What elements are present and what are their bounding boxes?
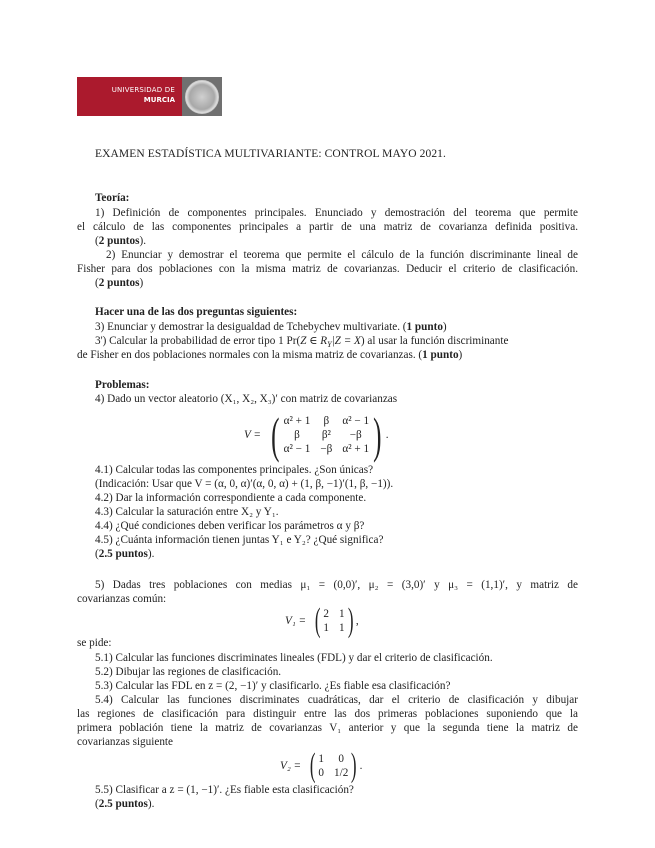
p5-line1: 5) Dadas tres poblaciones con medias μ₁ = (0,0)′, μ₂ = (3,0)′ y μ₃ = (1,1)′, y matriz de bbox=[95, 579, 578, 591]
q1-line2: el cálculo de las componentes principales a partir de una matriz de covarianza definida positiva. bbox=[77, 221, 578, 233]
logo-line2: MURCIA bbox=[143, 96, 175, 104]
p5-item-4-line2: las regiones de clasificación para distinguir entre las dos primeras poblaciones suponiendo que la bbox=[77, 708, 578, 720]
p4-hint: (Indicación: Usar que V = (α, 0, α)′(α, 0, α) + (1, β, −1)′(1, β, −1)). bbox=[95, 478, 394, 490]
p4-item-3: 4.3) Calcular la saturación entre X₂ y Y₁. bbox=[95, 506, 279, 518]
q1-points: (2 puntos). bbox=[95, 235, 146, 247]
p5-item-3: 5.3) Calcular las FDL en z = (2, −1)′ y clasificarlo. ¿Es fiable esa clasificación? bbox=[95, 680, 451, 692]
p5-item-2: 5.2) Dibujar las regiones de clasificación. bbox=[95, 666, 282, 678]
matrix-v: V = ( α² + 1 β α² − 1 β β² −β α² − 1 −β α² + 1 ) . bbox=[244, 407, 389, 463]
p5-points: (2.5 puntos). bbox=[95, 798, 155, 810]
p4-intro: 4) Dado un vector aleatorio (X₁, X₂, X₃)′ con matriz de covarianzas bbox=[95, 393, 398, 405]
exam-title: EXAMEN ESTADÍSTICA MULTIVARIANTE: CONTROL MAYO 2021. bbox=[95, 148, 446, 160]
p5-item-4-line1: 5.4) Calcular las funciones discriminates cuadráticas, dar el criterio de clasificación y dibujar bbox=[95, 694, 578, 706]
heading-problemas: Problemas: bbox=[95, 379, 150, 391]
matrix-v1: V₁ = ( 2 1 1 1 ) , bbox=[285, 602, 359, 639]
matrix-v2: V₂ = ( 1 0 0 1/2 ) . bbox=[280, 747, 363, 784]
p4-item-1: 4.1) Calcular todas las componentes principales. ¿Son únicas? bbox=[95, 464, 374, 476]
p4-item-4: 4.4) ¿Qué condiciones deben verificar los parámetros α y β? bbox=[95, 520, 365, 532]
p4-item-2: 4.2) Dar la información correspondiente a cada componente. bbox=[95, 492, 367, 504]
p5-item-1: 5.1) Calcular las funciones discriminates lineales (FDL) y dar el criterio de clasificación. bbox=[95, 652, 493, 664]
logo-line1: UNIVERSIDAD DE bbox=[111, 86, 175, 94]
q3-text: 3) Enunciar y demostrar la desigualdad de Tchebychev multivariate. (1 punto) bbox=[95, 321, 447, 333]
p5-item-4-line4: covarianzas siguiente bbox=[77, 736, 173, 748]
matrix-v2-label: V₂ = bbox=[280, 760, 302, 772]
q2-line2: Fisher para dos poblaciones con la misma matriz de covarianzas. Deducir el criterio de clasificación. bbox=[77, 263, 578, 275]
p5-se-pide: se pide: bbox=[77, 637, 112, 649]
matrix-v-label: V = bbox=[244, 429, 261, 441]
q2-points: (2 puntos) bbox=[95, 277, 144, 289]
university-seal-icon bbox=[185, 80, 219, 114]
q2-line1: 2) Enunciar y demostrar el teorema que permite el cálculo de la función discriminante lineal de bbox=[106, 249, 578, 261]
p4-points: (2.5 puntos). bbox=[95, 548, 155, 560]
q3b-line2: de Fisher en dos poblaciones normales con la misma matriz de covarianzas. (1 punto) bbox=[77, 349, 463, 361]
p5-item-5: 5.5) Clasificar a z = (1, −1)′. ¿Es fiable esta clasificación? bbox=[95, 784, 354, 796]
heading-teoria: Teoría: bbox=[95, 192, 130, 204]
logo-seal-panel bbox=[182, 77, 222, 116]
logo-red-panel bbox=[77, 77, 182, 116]
university-logo bbox=[77, 77, 222, 116]
matrix-v1-label: V₁ = bbox=[285, 615, 307, 627]
p5-item-4-line3: primera población tiene la matriz de covarianzas V₁ anterior y que la segunda tiene la matriz de bbox=[77, 722, 578, 734]
p5-line2: covarianzas común: bbox=[77, 593, 167, 605]
heading-optativa: Hacer una de las dos preguntas siguientes: bbox=[95, 306, 298, 318]
q1-line1: 1) Definición de componentes principales. Enunciado y demostración del teorema que permite bbox=[95, 207, 578, 219]
q3b-line1: 3') Calcular la probabilidad de error tipo 1 Pr(Z ∈ $R_Y|Z = X$) al usar la función discriminante bbox=[95, 335, 509, 350]
p4-item-5: 4.5) ¿Cuánta información tienen juntas Y₁ e Y₂? ¿Qué significa? bbox=[95, 534, 384, 546]
